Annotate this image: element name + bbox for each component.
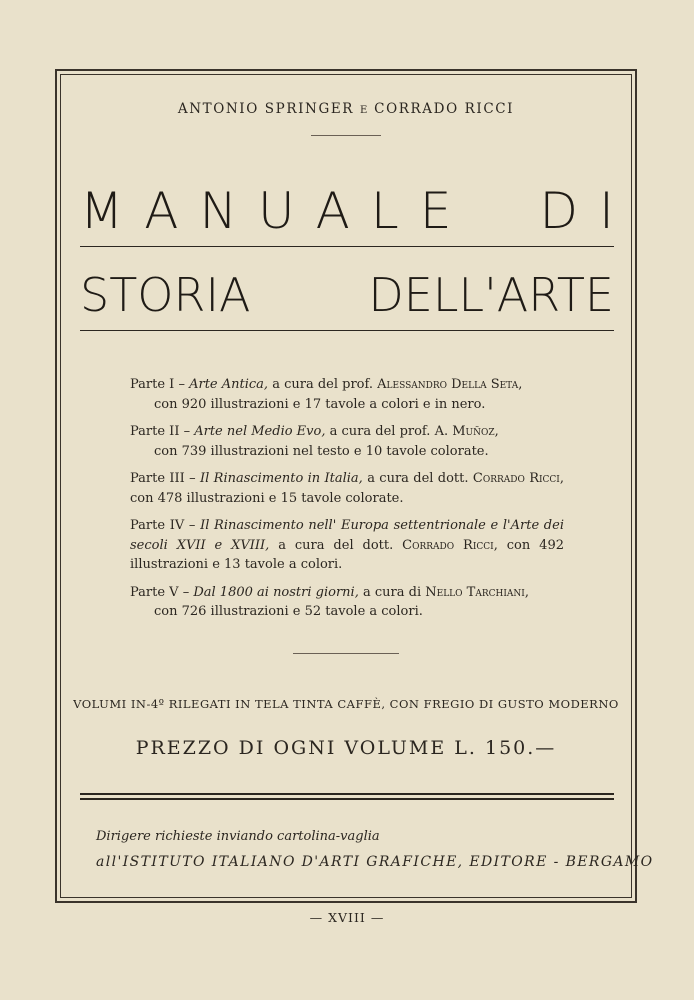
part-label: Parte II – (130, 424, 191, 439)
title-letter: D (539, 182, 579, 240)
part-subject: Arte nel Medio Evo, (194, 424, 326, 439)
part-curator: Corrado Ricci, (402, 537, 498, 553)
part-curator-prefix: a cura del prof. (272, 377, 373, 392)
part-curator: Nello Tarchiani, (425, 584, 529, 600)
title-letter: A (315, 182, 350, 240)
part-details: con 478 illustrazioni e 15 tavole colorate. (130, 490, 404, 506)
part-curator: A. Muñoz, (434, 424, 499, 439)
part-label: Parte V – (130, 584, 190, 600)
part-item (130, 375, 564, 414)
part-curator: Alessandro Della Seta, (377, 377, 523, 392)
part-subject: Il Rinascimento in Italia, (200, 471, 363, 486)
page-number: — XVIII — (309, 910, 385, 925)
title-underline-1 (80, 246, 614, 247)
part-item (130, 583, 564, 622)
title-letter: I (599, 182, 614, 240)
title-word-storia: STORIA (80, 268, 251, 322)
title-letter: U (257, 182, 295, 240)
part-item (130, 469, 564, 508)
part-subject: Dal 1800 ai nostri giorni, (193, 584, 359, 600)
author-ricci: CORRADO RICCI (374, 101, 515, 117)
volumi-note: VOLUMI IN-4º RILEGATI IN TELA TINTA CAFFÈ, CON FREGIO DI GUSTO MODERNO (73, 697, 619, 711)
parts-list (130, 375, 564, 630)
part-details: con 726 illustrazioni e 52 tavole a colori. (154, 604, 423, 619)
title-line-2 (80, 268, 614, 322)
part-label: Parte III – (130, 471, 196, 486)
part-item (130, 516, 564, 575)
part-subject: Il Rinascimento nell' Europa settentrionale e l'Arte dei secoli XVII e XVIII, (130, 518, 564, 553)
title-letter: L (370, 182, 399, 240)
part-subject: Arte Antica, (189, 377, 269, 392)
ordering-instructions: Dirigere richieste inviando cartolina-vaglia (96, 829, 380, 844)
price-line: PREZZO DI OGNI VOLUME L. 150.— (135, 737, 557, 759)
part-item (130, 422, 564, 461)
title-letter: E (419, 182, 452, 240)
part-curator-prefix: a cura del dott. (367, 471, 469, 486)
title-underline-2 (80, 330, 614, 331)
title-letter: A (144, 182, 179, 240)
parts-divider (293, 653, 399, 654)
author-springer: ANTONIO SPRINGER (177, 101, 355, 117)
title-letter: M (80, 182, 124, 240)
part-label: Parte I – (130, 377, 185, 392)
title-line-1 (80, 182, 614, 240)
authors-line (60, 101, 632, 117)
publisher-address: all'ISTITUTO ITALIANO D'ARTI GRAFICHE, EDITORE - BERGAMO (96, 854, 654, 870)
header-divider (311, 135, 381, 136)
part-label: Parte IV – (130, 518, 196, 533)
double-rule-top (80, 793, 614, 795)
part-details: con 920 illustrazioni e 17 tavole a colori e in nero. (154, 396, 486, 412)
title-letter: N (199, 182, 237, 240)
part-curator: Corrado Ricci, (472, 471, 564, 486)
title-word-dellarte: DELL'ARTE (368, 268, 614, 322)
part-details: con 739 illustrazioni nel testo e 10 tavole colorate. (154, 443, 489, 459)
part-curator-prefix: a cura del prof. (329, 424, 431, 439)
part-curator-prefix: a cura del dott. (278, 537, 394, 553)
author-conjunction: E (359, 105, 369, 116)
part-curator-prefix: a cura di (363, 584, 422, 600)
part-details: con 492 illustrazioni e 13 tavole a colori. (130, 537, 564, 572)
double-rule-bottom (80, 798, 614, 800)
